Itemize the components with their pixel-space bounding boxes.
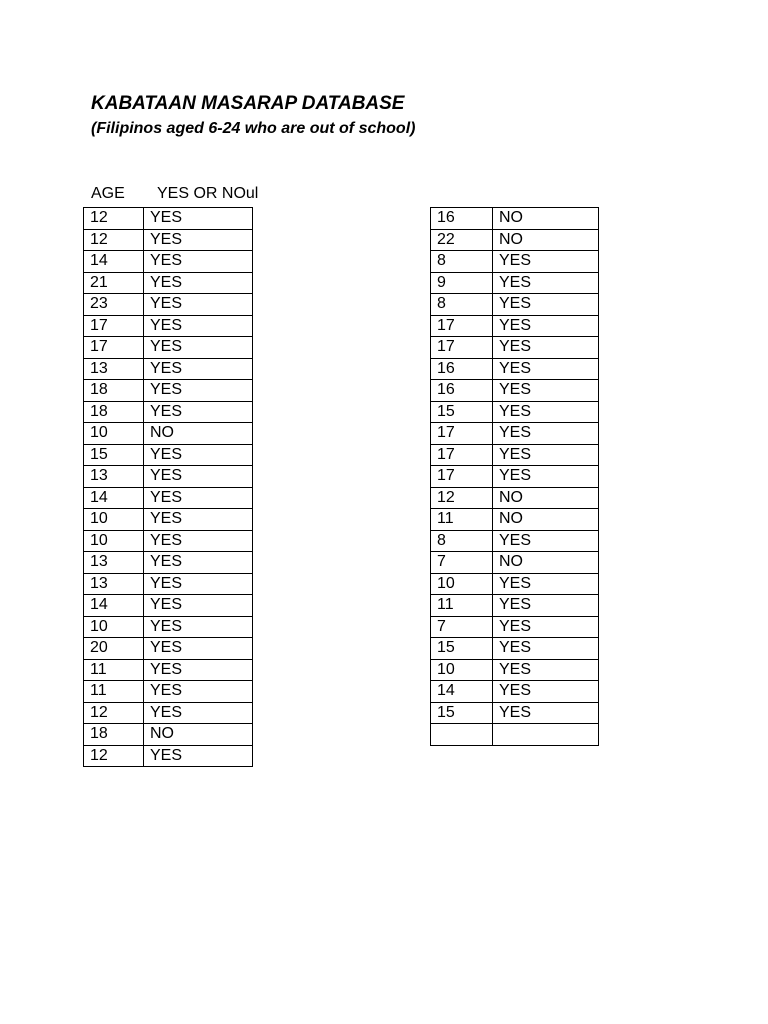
answer-cell: YES [493, 358, 599, 380]
age-cell: 13 [84, 358, 144, 380]
age-cell: 15 [431, 702, 493, 724]
answer-cell: YES [493, 573, 599, 595]
answer-cell: YES [493, 401, 599, 423]
age-cell: 17 [431, 444, 493, 466]
answer-cell: YES [493, 444, 599, 466]
answer-cell: YES [493, 466, 599, 488]
answer-cell: YES [493, 380, 599, 402]
age-cell: 13 [84, 466, 144, 488]
table-row [84, 294, 253, 316]
table-row [431, 659, 599, 681]
table-row [84, 466, 253, 488]
answer-cell: YES [144, 530, 253, 552]
age-cell [431, 724, 493, 746]
age-cell: 11 [431, 595, 493, 617]
answer-cell: NO [493, 229, 599, 251]
age-column-header: AGE [91, 185, 125, 202]
table-row [431, 487, 599, 509]
answer-cell: YES [493, 702, 599, 724]
age-cell: 14 [84, 487, 144, 509]
table-row [84, 745, 253, 767]
age-cell: 8 [431, 530, 493, 552]
answer-cell: YES [144, 509, 253, 531]
age-cell: 15 [431, 401, 493, 423]
age-cell: 16 [431, 380, 493, 402]
table-row [431, 573, 599, 595]
answer-cell: YES [144, 380, 253, 402]
age-cell: 17 [431, 423, 493, 445]
table-row [431, 444, 599, 466]
page-subtitle: (Filipinos aged 6-24 who are out of school) [91, 120, 416, 137]
age-cell: 8 [431, 294, 493, 316]
age-cell: 10 [84, 530, 144, 552]
answer-cell: NO [493, 208, 599, 230]
table-row [431, 358, 599, 380]
table-row [431, 229, 599, 251]
age-cell: 17 [431, 337, 493, 359]
answer-cell: YES [144, 466, 253, 488]
answer-cell: YES [493, 638, 599, 660]
table-row [431, 337, 599, 359]
table-row [84, 702, 253, 724]
answer-cell: YES [493, 294, 599, 316]
table-row [431, 423, 599, 445]
age-cell: 17 [84, 337, 144, 359]
table-row [431, 702, 599, 724]
age-cell: 18 [84, 401, 144, 423]
table-row [431, 552, 599, 574]
answer-cell: NO [493, 552, 599, 574]
age-cell: 10 [431, 659, 493, 681]
answer-cell: YES [144, 595, 253, 617]
table-row [84, 423, 253, 445]
answer-cell: NO [493, 509, 599, 531]
answer-cell: YES [144, 208, 253, 230]
table-row [431, 530, 599, 552]
table-row [84, 358, 253, 380]
answer-cell: YES [144, 702, 253, 724]
answer-cell: YES [144, 229, 253, 251]
table-row [84, 659, 253, 681]
answer-cell: YES [144, 272, 253, 294]
table-row [84, 401, 253, 423]
age-cell: 12 [84, 745, 144, 767]
table-row [431, 315, 599, 337]
answer-cell: YES [493, 530, 599, 552]
table-row [431, 724, 599, 746]
answer-cell: YES [144, 573, 253, 595]
age-cell: 7 [431, 616, 493, 638]
table-row [84, 509, 253, 531]
age-cell: 15 [84, 444, 144, 466]
table-row [84, 595, 253, 617]
answer-cell: YES [144, 616, 253, 638]
table-row [431, 401, 599, 423]
page-title: KABATAAN MASARAP DATABASE [91, 93, 405, 114]
table-row [84, 444, 253, 466]
table-row [84, 380, 253, 402]
answer-cell: YES [144, 681, 253, 703]
table-row [84, 251, 253, 273]
age-cell: 9 [431, 272, 493, 294]
age-cell: 11 [84, 681, 144, 703]
age-cell: 11 [431, 509, 493, 531]
table-row [431, 208, 599, 230]
table-row [431, 681, 599, 703]
table-row [431, 294, 599, 316]
age-cell: 17 [431, 315, 493, 337]
age-cell: 14 [84, 251, 144, 273]
answer-cell: YES [144, 401, 253, 423]
age-cell: 8 [431, 251, 493, 273]
age-cell: 23 [84, 294, 144, 316]
age-cell: 11 [84, 659, 144, 681]
answer-cell: YES [493, 272, 599, 294]
table-row [431, 595, 599, 617]
table-row [84, 487, 253, 509]
age-cell: 20 [84, 638, 144, 660]
answer-column-header: YES OR NOul [157, 185, 259, 202]
age-cell: 16 [431, 208, 493, 230]
age-cell: 21 [84, 272, 144, 294]
age-cell: 7 [431, 552, 493, 574]
answer-cell: NO [144, 423, 253, 445]
table-row [84, 337, 253, 359]
table-row [84, 229, 253, 251]
table-row [84, 616, 253, 638]
answer-cell: YES [493, 251, 599, 273]
answer-cell: NO [493, 487, 599, 509]
age-cell: 17 [431, 466, 493, 488]
table-row [431, 509, 599, 531]
age-cell: 10 [431, 573, 493, 595]
answer-cell: YES [144, 659, 253, 681]
age-cell: 12 [84, 229, 144, 251]
table-row [84, 573, 253, 595]
table-row [84, 724, 253, 746]
age-cell: 12 [84, 702, 144, 724]
table-row [84, 552, 253, 574]
age-cell: 12 [431, 487, 493, 509]
table-row [84, 208, 253, 230]
age-cell: 13 [84, 573, 144, 595]
answer-cell: YES [144, 251, 253, 273]
table-row [84, 681, 253, 703]
age-cell: 18 [84, 380, 144, 402]
table-row [431, 380, 599, 402]
table-row [84, 638, 253, 660]
age-cell: 12 [84, 208, 144, 230]
answer-cell: YES [144, 487, 253, 509]
table-row [84, 315, 253, 337]
answer-cell: YES [493, 337, 599, 359]
answer-cell: YES [493, 315, 599, 337]
age-cell: 10 [84, 616, 144, 638]
age-cell: 15 [431, 638, 493, 660]
answer-cell: YES [144, 552, 253, 574]
answer-cell: YES [144, 358, 253, 380]
age-cell: 17 [84, 315, 144, 337]
right-data-table [430, 207, 599, 746]
table-row [84, 272, 253, 294]
table-row [431, 616, 599, 638]
age-cell: 10 [84, 509, 144, 531]
age-cell: 14 [431, 681, 493, 703]
answer-cell: NO [144, 724, 253, 746]
age-cell: 16 [431, 358, 493, 380]
answer-cell: YES [144, 315, 253, 337]
table-row [84, 530, 253, 552]
age-cell: 10 [84, 423, 144, 445]
age-cell: 18 [84, 724, 144, 746]
answer-cell: YES [144, 294, 253, 316]
answer-cell: YES [144, 638, 253, 660]
answer-cell [493, 724, 599, 746]
table-row [431, 638, 599, 660]
answer-cell: YES [144, 337, 253, 359]
answer-cell: YES [144, 745, 253, 767]
answer-cell: YES [144, 444, 253, 466]
table-row [431, 251, 599, 273]
table-row [431, 466, 599, 488]
answer-cell: YES [493, 681, 599, 703]
left-data-table [83, 207, 253, 767]
age-cell: 22 [431, 229, 493, 251]
table-row [431, 272, 599, 294]
age-cell: 13 [84, 552, 144, 574]
answer-cell: YES [493, 616, 599, 638]
answer-cell: YES [493, 595, 599, 617]
answer-cell: YES [493, 423, 599, 445]
age-cell: 14 [84, 595, 144, 617]
answer-cell: YES [493, 659, 599, 681]
